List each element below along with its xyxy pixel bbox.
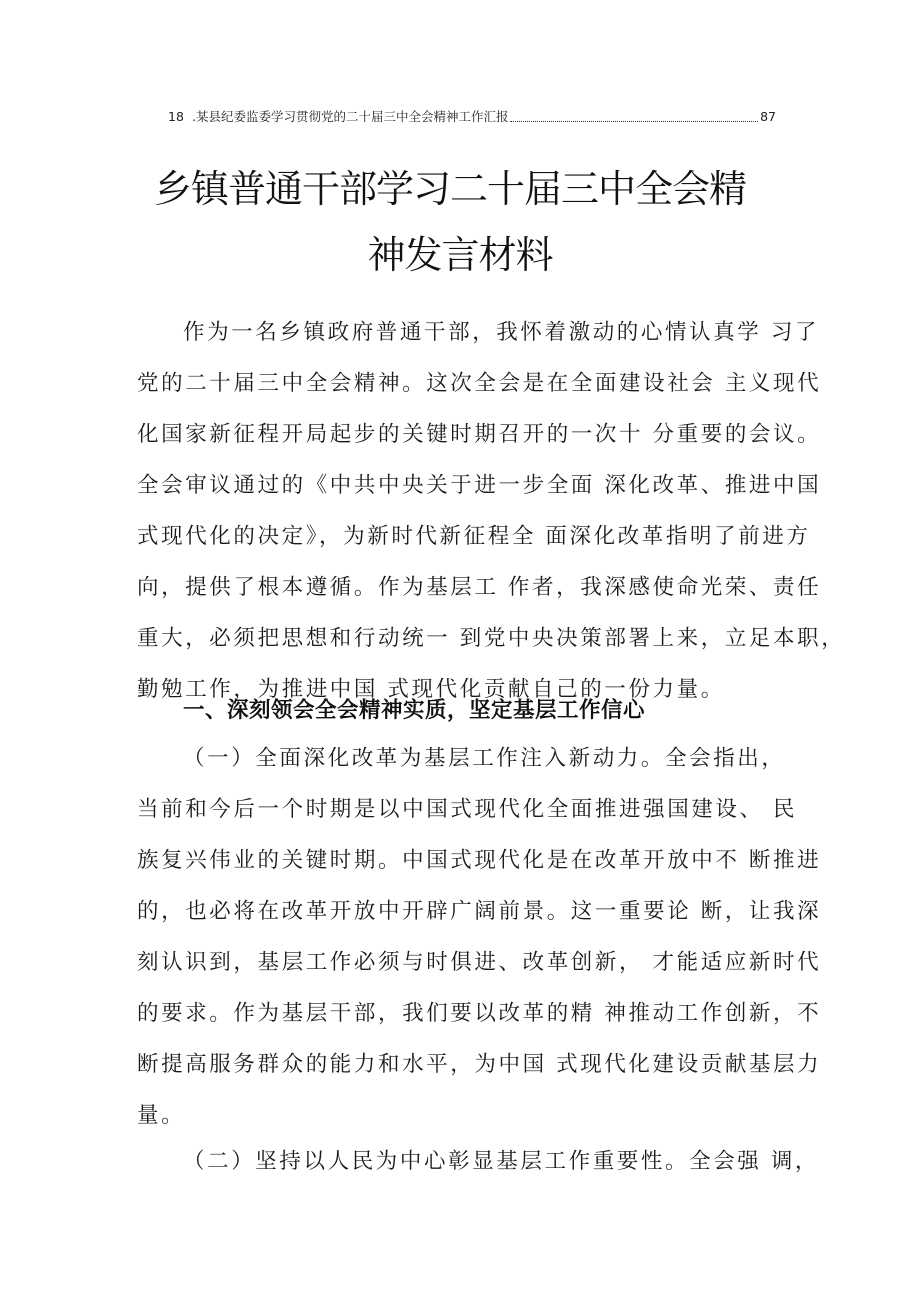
paragraph-line: 重大，必须把思想和行动统一 到党中央决策部署上来，立足本职， [137, 626, 846, 651]
toc-entry[interactable] [168, 106, 776, 126]
paragraph-line: 族复兴伟业的关键时期。中国式现代化是在改革开放中不 断推进 [137, 848, 822, 873]
paragraph-line: 断提高服务群众的能力和水平，为中国 式现代化建设贡献基层力 [137, 1052, 822, 1077]
paragraph-section-1-2 [137, 1136, 820, 1187]
paragraph-section-1-1 [137, 733, 822, 1141]
paragraph-line: 的要求。作为基层干部，我们要以改革的精 神推动工作创新，不 [137, 1001, 822, 1026]
document-title-line-1: 乡镇普通干部学习二十届三中全会精 [153, 167, 746, 211]
paragraph-line: （一）全面深化改革为基层工作注入新动力。全会指出， [183, 746, 786, 771]
paragraph-line: （二）坚持以人民为中心彰显基层工作重要性。全会强 调， [183, 1149, 820, 1174]
paragraph-line: 向，提供了根本遵循。作为基层工 作者，我深感使命光荣、责任 [137, 575, 822, 600]
paragraph-line: 的，也必将在改革开放中开辟广阔前景。这一重要论 断，让我深 [137, 899, 822, 924]
paragraph-line: 作为一名乡镇政府普通干部，我怀着激动的心情认真学 习了 [183, 320, 820, 345]
toc-leader-dots [510, 120, 758, 122]
toc-entry-page: 87 [760, 109, 776, 124]
paragraph-line: 式现代化的决定》，为新时代新征程全 面深化改革指明了前进方 [137, 524, 811, 549]
paragraph-line: 勤勉工作，为推进中国 式现代化贡献自己的一份力量。 [137, 677, 725, 702]
paragraph-intro [137, 307, 846, 715]
paragraph-line: 党的二十届三中全会精神。这次全会是在全面建设社会 主义现代 [137, 371, 822, 396]
section-heading-1: 一、深刻领会全会精神实质，坚定基层工作信心 [183, 698, 646, 723]
paragraph-line: 量。 [137, 1103, 186, 1128]
paragraph-line: 刻认识到，基层工作必须与时俱进、改革创新， 才能适应新时代 [137, 950, 822, 975]
paragraph-line: 当前和今后一个时期是以中国式现代化全面推进强国建设、 民 [137, 797, 798, 822]
document-title-line-2: 神发言材料 [367, 233, 553, 277]
paragraph-line: 化国家新征程开局起步的关键时期召开的一次十 分重要的会议。 [137, 422, 822, 447]
paragraph-line: 全会审议通过的《中共中央关于进一步全面 深化改革、推进中国 [137, 473, 822, 498]
toc-entry-title: .某县纪委监委学习贯彻党的二十届三中全会精神工作汇报 [192, 109, 509, 124]
toc-entry-number: 18 [168, 109, 184, 124]
